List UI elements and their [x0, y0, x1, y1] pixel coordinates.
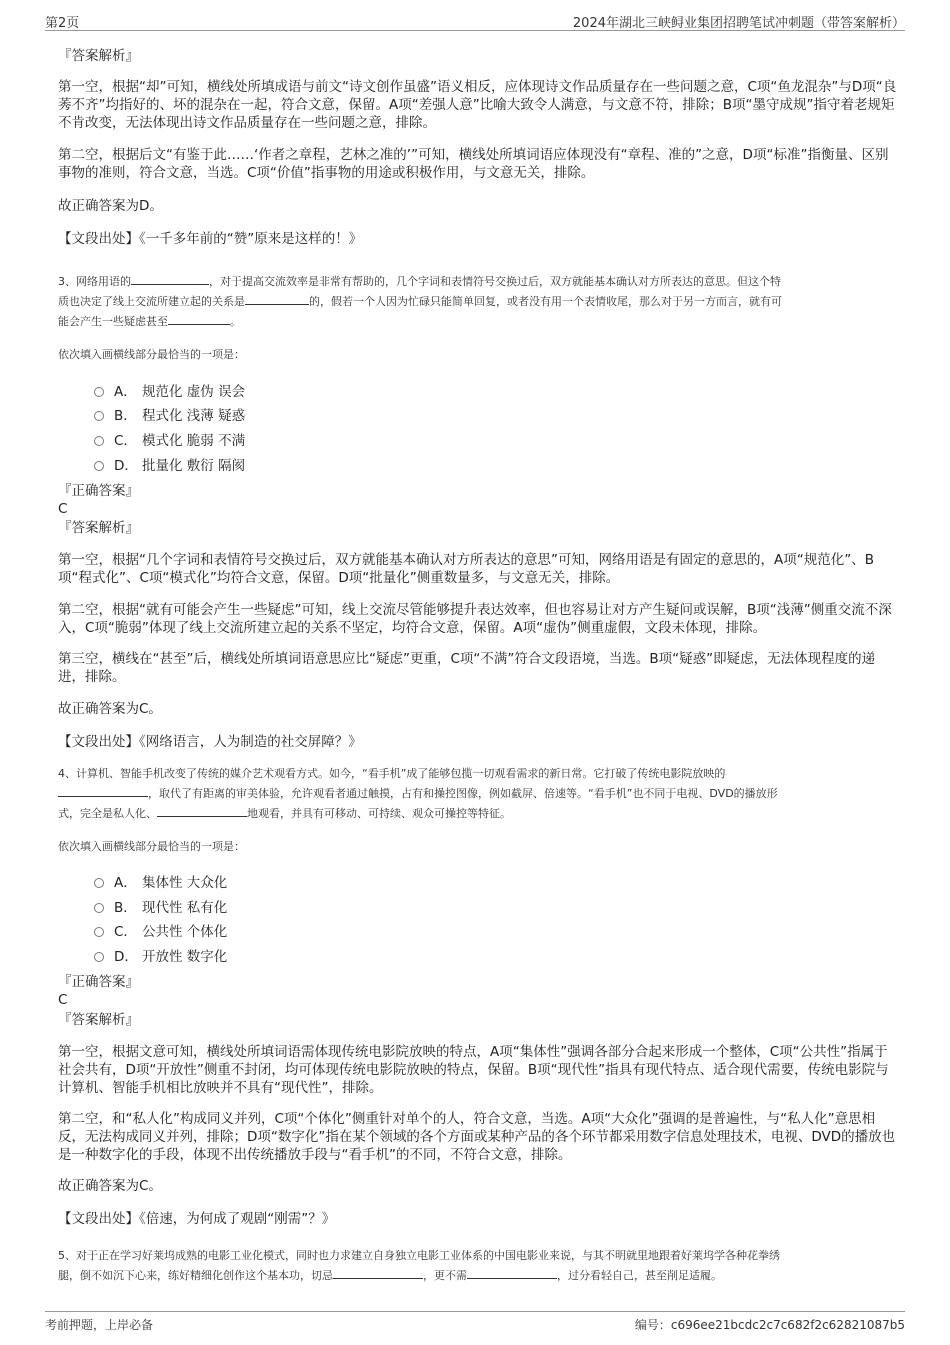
q3-answer-label: 『正确答案』	[58, 483, 139, 499]
q3-question: 3、网络用语的 ，对于提高交流效率是非常有帮助的，几个字词和表情符号交换过后，双方就能基本确认对方所表达的意思。但这个特 质也决定了线上交流所建立起的关系是 的，假若一个人因为忙碌只能简单回复，或者没有用一个表情收尾，那么对于另一方而言，就有可 能会产生一些疑虑甚至 。	[58, 272, 898, 332]
q5-question: 5、对于正在学习好莱坞成熟的电影工业化模式，同时也力求建立自身独立电影工业体系的中国电影业来说，与其不明就里地跟着好莱坞学各种花拳绣 腿，倒不如沉下心来，练好精细化创作这个基本功，切忌 ，更不需 ，过分看轻自己，甚至削足适履。	[58, 1249, 780, 1282]
q2-analysis-para2: 第二空，根据后文“有鉴于此……‘作者之章程，艺林之准的’”可知，横线处所填词语应体现没有“章程、准的”之意，D项“标准”指衡量、区别事物的准则，符合文意，当选。C项“价值”指事物的用途或积极作用，与文意无关，排除。	[58, 147, 889, 181]
q5-blank-1[interactable]	[333, 1266, 423, 1279]
q3-option-c[interactable]: C． 模式化 脆弱 不满	[94, 429, 245, 449]
q4-answer-label: 『正确答案』	[58, 974, 139, 990]
q3-analysis-para3: 第三空，横线在“甚至”后，横线处所填词语意思应比“疑虑”更重，C项“不满”符合文段语境，当选。B项“疑惑”即疑虑，无法体现程度的递进，排除。	[58, 651, 876, 685]
q3-analysis-para1: 第一空，根据“几个字词和表情符号交换过后，双方就能基本确认对方所表达的意思”可知，网络用语是有固定的意思的，A项“规范化”、B项“程式化”、C项“模式化”均符合文意，保留。D项“批量化”侧重数量多，与文意无关，排除。	[58, 552, 874, 586]
radio-icon[interactable]	[94, 952, 104, 962]
q4-option-d[interactable]: D． 开放性 数字化	[94, 945, 227, 965]
q2-source: 【文段出处】《一千多年前的“赞”原来是这样的！》	[58, 231, 363, 247]
q4-analysis-para1: 第一空，根据文意可知，横线处所填词语需体现传统电影院放映的特点，A项“集体性”强调各部分合起来形成一个整体，C项“公共性”指属于社会共有，D项“开放性”侧重不封闭，均可体现传统电影院放映的特点，保留。B项“现代性”指具有现代特点、适合现代需要，传统电影院与计算机、智能手机相比放映并不具有“现代性”，排除。	[58, 1044, 889, 1096]
radio-icon[interactable]	[94, 411, 104, 421]
q3-option-a[interactable]: A． 规范化 虚伪 误会	[94, 380, 245, 400]
page-header	[45, 10, 905, 31]
q4-question: 4、计算机、智能手机改变了传统的媒介艺术观看方式。如今，“看手机”成了能够包揽一切观看需求的新日常。它打破了传统电影院放映的 ，取代了有距离的审美体验，允许观看者通过触摸，占有和操控图像，例如截屏、倍速等。“看手机”也不同于电视、DVD的播放形 式，完全是私人化、 地观看，并具有可移动、可持续、观众可操控等特征。	[58, 767, 778, 820]
radio-icon[interactable]	[94, 436, 104, 446]
q3-option-d[interactable]: D． 批量化 敷衍 隔阂	[94, 454, 245, 474]
q4-blank-1[interactable]	[58, 784, 148, 797]
radio-icon[interactable]	[94, 387, 104, 397]
q2-analysis-label: 『答案解析』	[58, 48, 139, 64]
q3-analysis-para2: 第二空，根据“就有可能会产生一些疑虑”可知，线上交流尽管能够提升表达效率，但也容易让对方产生疑问或误解，B项“浅薄”侧重交流不深入，C项“脆弱”体现了线上交流所建立起的关系不坚定，均符合文意，保留。A项“虚伪”侧重虚假，文段未体现，排除。	[58, 602, 892, 636]
q4-answer: C	[58, 992, 68, 1008]
page-footer	[45, 1311, 905, 1333]
q4-option-a[interactable]: A． 集体性 大众化	[94, 871, 227, 891]
q4-option-c[interactable]: C． 公共性 个体化	[94, 920, 227, 940]
q3-blank-3[interactable]	[168, 312, 230, 325]
q4-analysis-para2: 第二空，和“私人化”构成同义并列，C项“个体化”侧重针对单个的人，符合文意，当选。A项“大众化”强调的是普遍性，与“私人化”意思相反，无法构成同义并列，排除；D项“数字化”指在某个领域的各个方面或某种产品的各个环节都采用数字信息处理技术，电视、DVD的播放也是一种数字化的手段，体现不出传统播放手段与“看手机”的不同，不符合文意，排除。	[58, 1111, 896, 1163]
q2-analysis-para1: 第一空，根据“却”可知，横线处所填成语与前文“诗文创作虽盛”语义相反，应体现诗文作品质量存在一些问题之意，C项“鱼龙混杂”与D项“良莠不齐”均指好的、坏的混杂在一起，符合文意，保留。A项“差强人意”比喻大致令人满意，与文意不符，排除；B项“墨守成规”指守着老规矩不肯改变，无法体现出诗文作品质量存在一些问题之意，排除。	[58, 79, 897, 131]
radio-icon[interactable]	[94, 903, 104, 913]
q4-analysis-label: 『答案解析』	[58, 1012, 139, 1028]
q4-prompt: 依次填入画横线部分最恰当的一项是：	[58, 840, 245, 853]
q3-option-b[interactable]: B． 程式化 浅薄 疑惑	[94, 404, 245, 424]
page-number: 第2页	[45, 16, 80, 31]
radio-icon[interactable]	[94, 878, 104, 888]
q3-source: 【文段出处】《网络语言，人为制造的社交屏障？》	[58, 734, 362, 750]
radio-icon[interactable]	[94, 461, 104, 471]
q3-analysis-label: 『答案解析』	[58, 520, 139, 536]
q3-prompt: 依次填入画横线部分最恰当的一项是：	[58, 348, 245, 361]
q4-conclusion: 故正确答案为C。	[58, 1178, 162, 1194]
q5-blank-2[interactable]	[467, 1266, 557, 1279]
q4-option-b[interactable]: B． 现代性 私有化	[94, 896, 227, 916]
q4-blank-2[interactable]	[157, 804, 247, 817]
q3-blank-1[interactable]	[131, 272, 209, 285]
q3-conclusion: 故正确答案为C。	[58, 701, 162, 717]
document-title: 2024年湖北三峡鲟业集团招聘笔试冲刺题（带答案解析）	[572, 16, 905, 31]
document-id: 编号：c696ee21bcdc2c7c682f2c62821087b5	[634, 1318, 905, 1332]
q3-answer: C	[58, 501, 68, 517]
q4-source: 【文段出处】《倍速，为何成了观剧“刚需”？》	[58, 1211, 336, 1227]
q2-conclusion: 故正确答案为D。	[58, 198, 163, 214]
radio-icon[interactable]	[94, 927, 104, 937]
q3-blank-2[interactable]	[245, 292, 309, 305]
footer-slogan: 考前押题，上岸必备	[45, 1318, 154, 1332]
